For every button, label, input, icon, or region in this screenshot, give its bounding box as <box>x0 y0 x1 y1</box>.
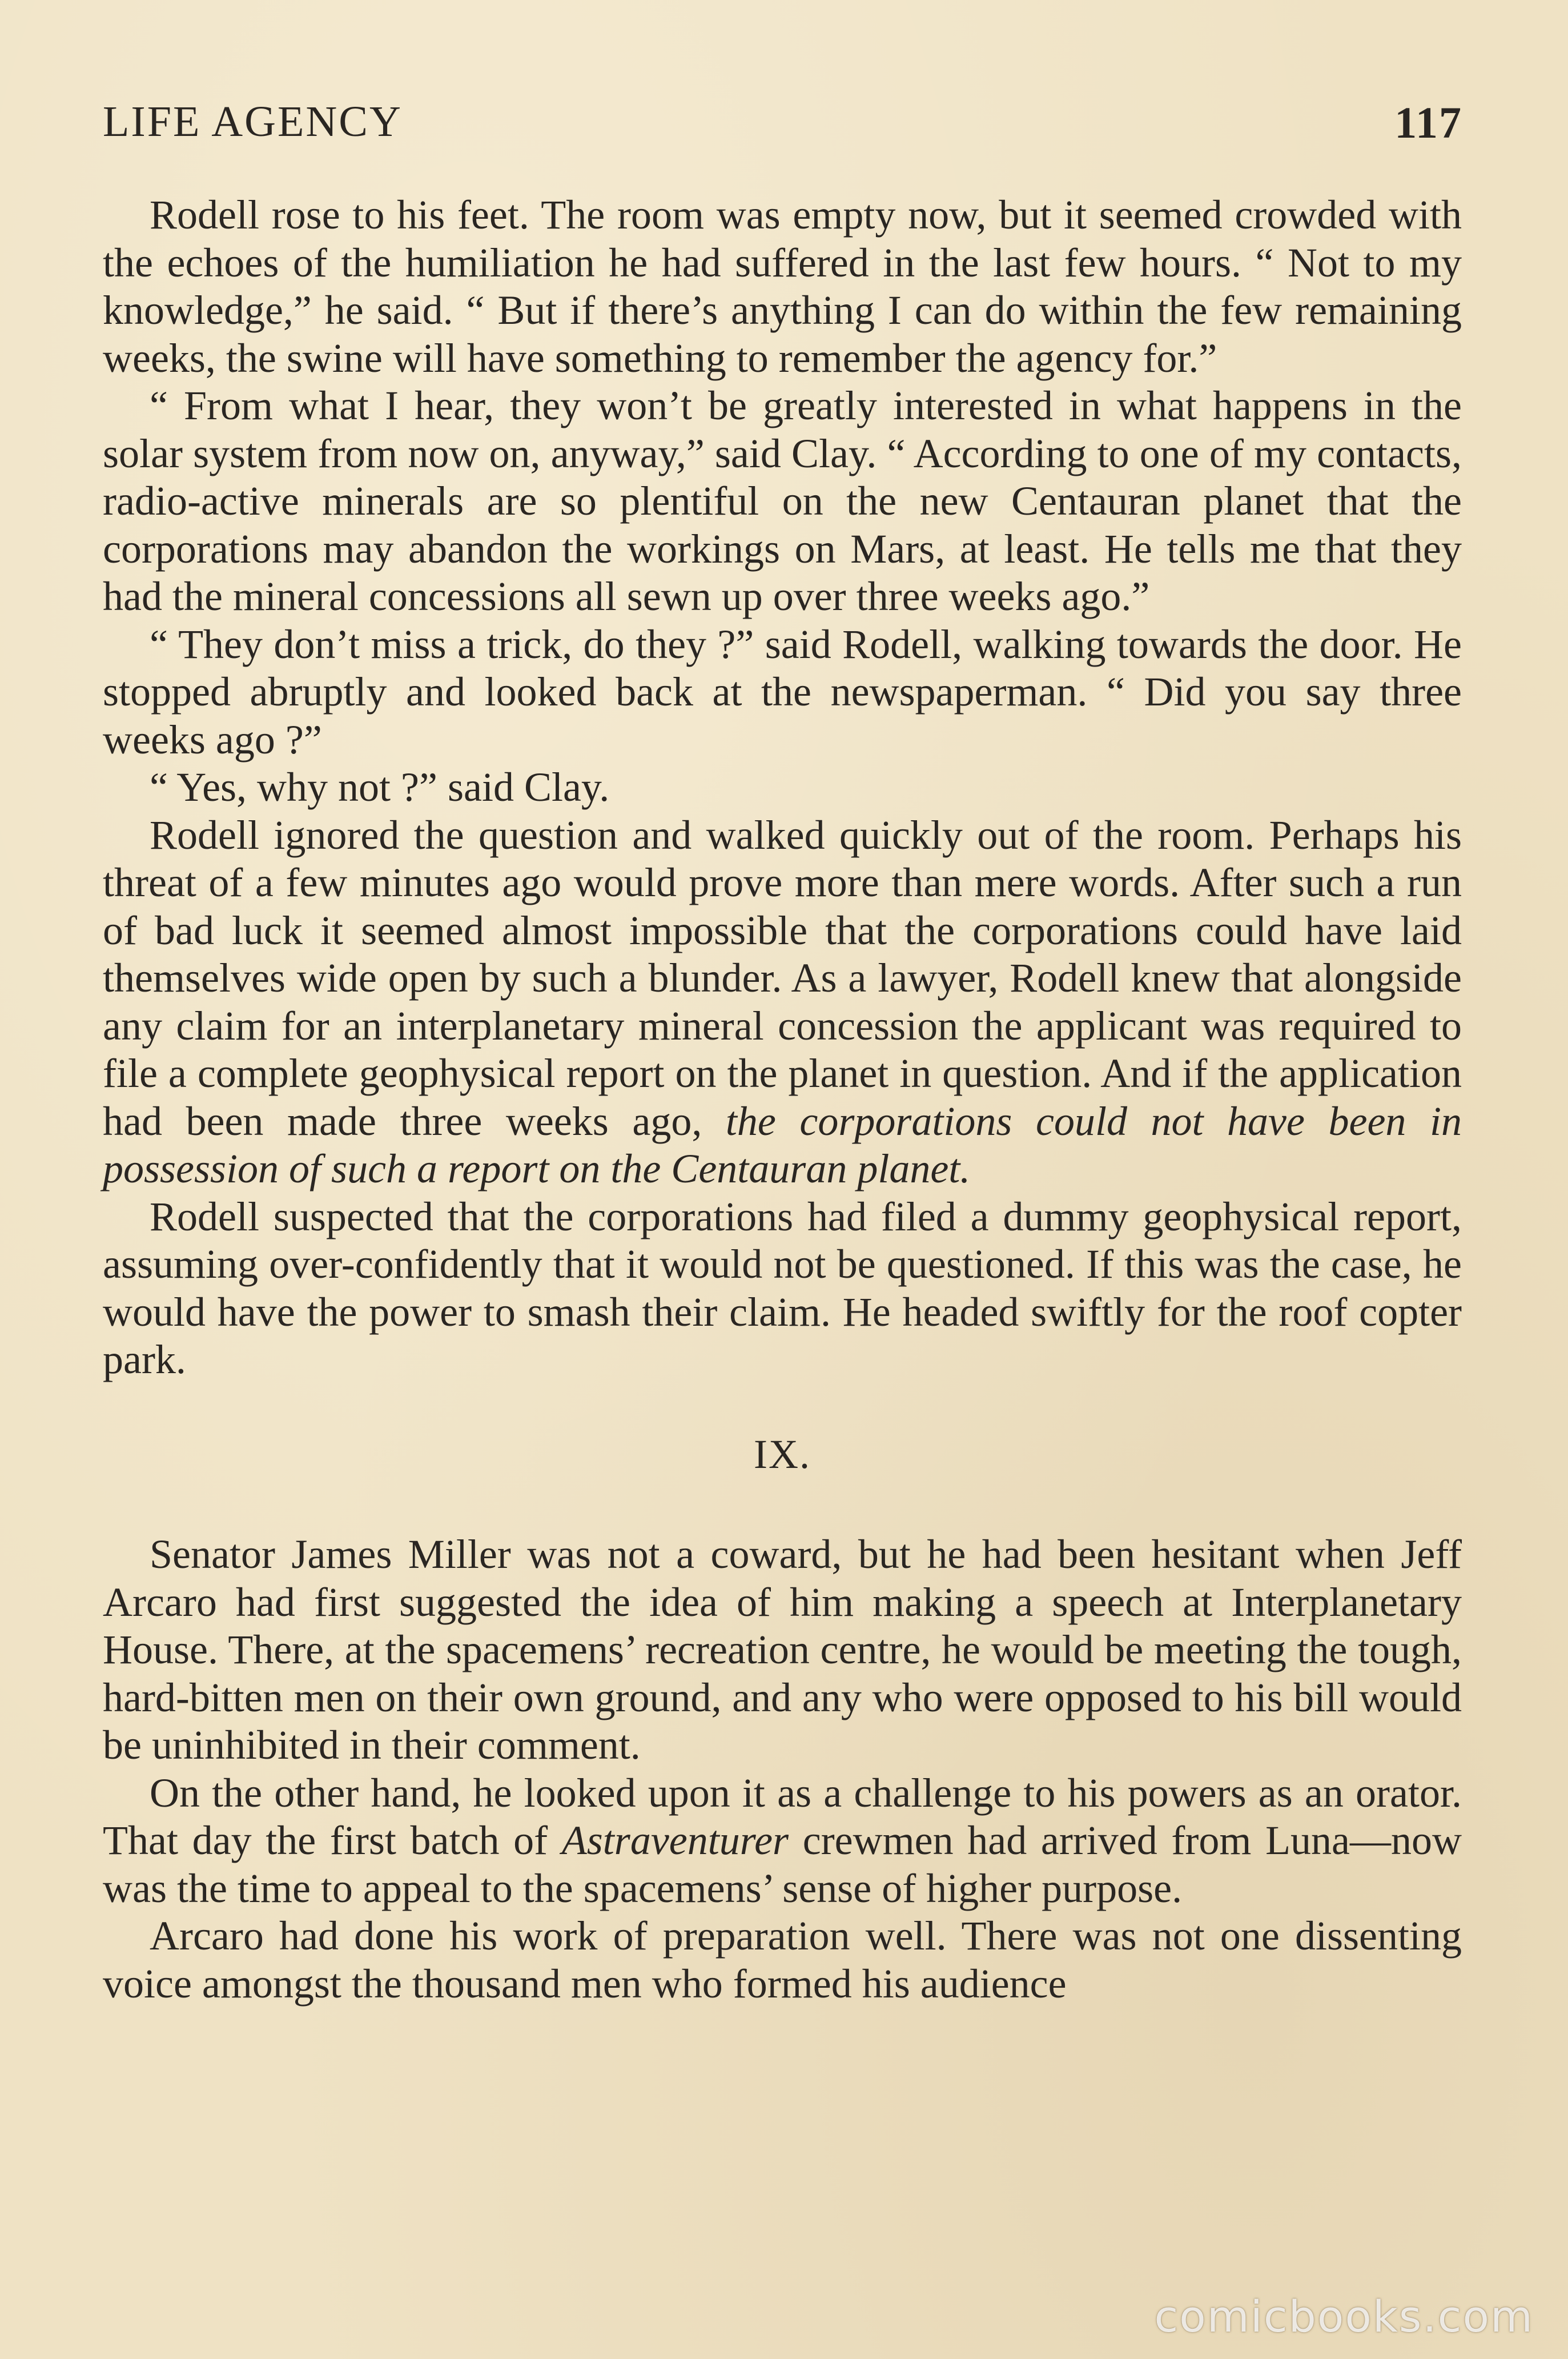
italic-text: the corporations could not have been in possession of such a report on the Centauran planet. <box>103 1098 1462 1191</box>
paragraph-text: crewmen had arrived from Luna—now was the time to appeal to the spacemens’ sense of higher purpose. <box>103 1818 1462 1911</box>
paragraph <box>103 812 1462 1193</box>
page-number: 117 <box>1394 98 1462 147</box>
watermark: comicbooks.com <box>1154 2291 1534 2342</box>
paragraph: “ From what I hear, they won’t be greatly interested in what happens in the solar system from now on, anyway,” said Clay. “ According to one of my contacts, radio-active minerals are so plentiful on the new Centauran planet that the corporations may abandon the workings on Mars, at least. He tells me that they had the mineral concessions all sewn up over three weeks ago.” <box>103 383 1462 619</box>
paragraph: “ Yes, why not ?” said Clay. <box>150 764 610 810</box>
paragraph <box>103 1770 1462 1913</box>
running-head: LIFE AGENCY <box>103 98 403 146</box>
paragraph-text: Rodell ignored the question and walked quickly out of the room. Perhaps his threat of a few minutes ago would prove more than mere words. After such a run of bad luck it seemed almost impossible that the corporations could have laid themselves wide open by such a blunder. As a lawyer, Rodell knew that alongside any claim for an interplanetary mineral concession the applicant was required to file a complete geophysical report on the planet in question. And if the application had been made three weeks ago, <box>103 812 1462 1144</box>
italic-ship-name: Astraventurer <box>561 1818 789 1863</box>
paragraph: Senator James Miller was not a coward, but he had been hesitant when Jeff Arcaro had first suggested the idea of him making a speech at Interplanetary House. There, at the spacemens’ recreation centre, he would be meeting the tough, hard-bitten men on their own ground, and any who were opposed to his bill would be uninhibited in their comment. <box>103 1531 1462 1768</box>
section-heading: IX. <box>754 1431 811 1477</box>
paragraph-text: On the other hand, he looked upon it as a challenge to his powers as an orator. That day the first batch of <box>103 1770 1462 1863</box>
body-text <box>103 191 1462 2008</box>
paragraph: Arcaro had done his work of preparation well. There was not one dissenting voice amongst the thousand men who formed his audience <box>103 1913 1462 2007</box>
paragraph: Rodell suspected that the corporations had filed a dummy geophysical report, assuming over-confidently that it would not be questioned. If this was the case, he would have the power to smash their claim. He headed swiftly for the roof copter park. <box>103 1193 1462 1382</box>
paragraph: Rodell rose to his feet. The room was empty now, but it seemed crowded with the echoes of the humiliation he had suffered in the last few hours. “ Not to my knowledge,” he said. “ But if there’s anything I can do within the few remaining weeks, the swine will have something to remember the agency for.” <box>103 192 1462 381</box>
paragraph: “ They don’t miss a trick, do they ?” said Rodell, walking towards the door. He stopped abruptly and looked back at the newspaperman. “ Did you say three weeks ago ?” <box>103 621 1462 763</box>
